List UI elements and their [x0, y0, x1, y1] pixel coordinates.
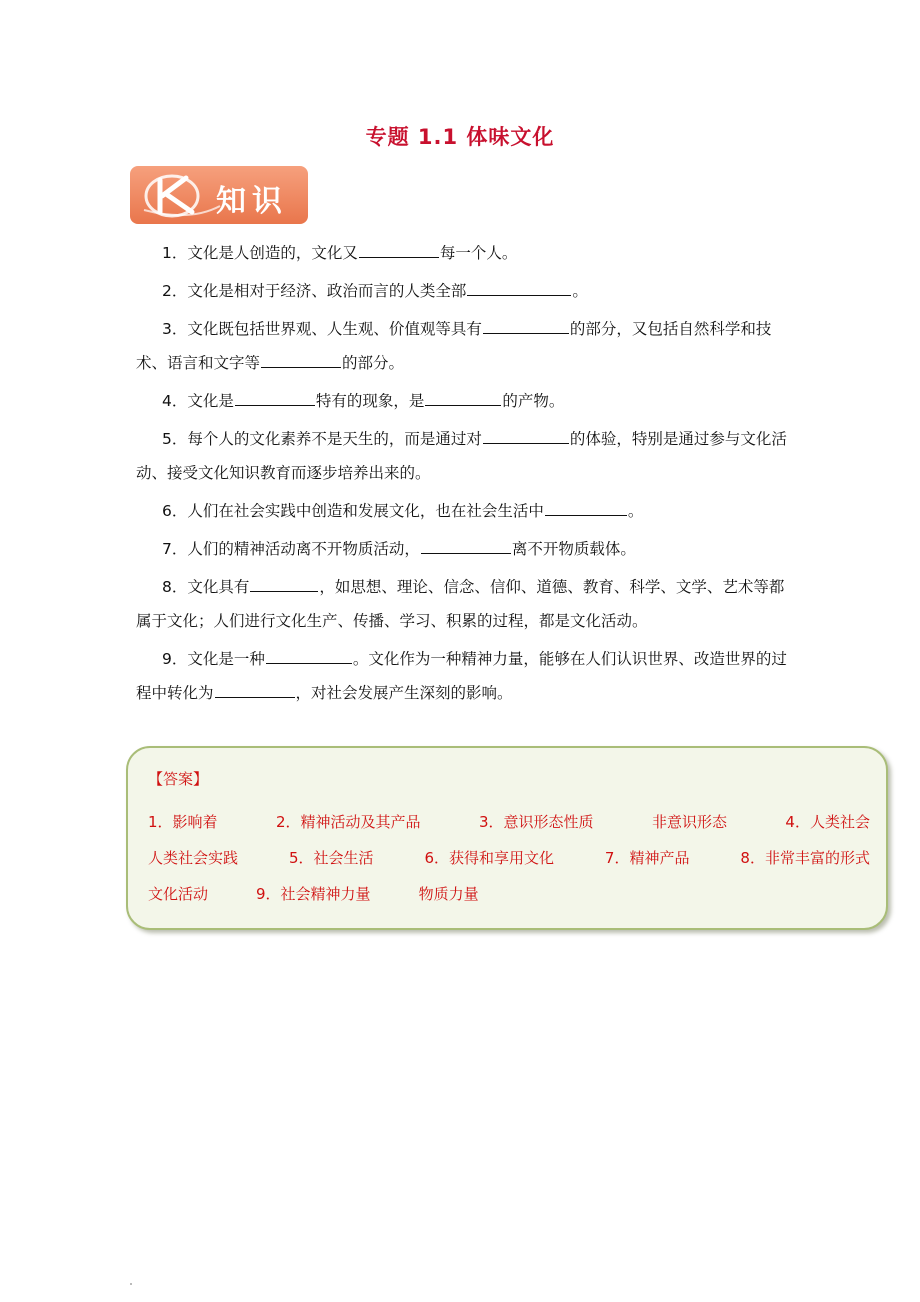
- answer-item: 9．社会精神力量: [256, 885, 371, 903]
- answer-panel: [126, 746, 888, 930]
- question-text: 3．文化既包括世界观、人生观、价值观等具有: [162, 320, 482, 338]
- answer-item: 人类社会实践: [148, 849, 239, 867]
- page-title: 专题 1.1 体味文化: [365, 125, 555, 149]
- answer-list: [148, 804, 870, 912]
- question-item: [136, 236, 796, 270]
- question-text: 7．人们的精神活动离不开物质活动，: [162, 540, 420, 558]
- question-text: 。: [572, 282, 588, 300]
- fill-in-blank: [483, 427, 569, 444]
- answer-item: 3．意识形态性质: [478, 813, 594, 831]
- fill-in-blank: [425, 389, 501, 406]
- question-text: 的部分，又包括自然科学和技术、语言和文字等: [136, 320, 772, 372]
- answer-heading: 【答案】: [148, 770, 209, 788]
- question-text: ，如思想、理论、信念、信仰、道德、教育、科学、文学、艺术等都属于文化；人们进行文化生产、传播、学习、积累的过程，都是文化活动。: [136, 578, 785, 630]
- fill-in-blank: [250, 575, 318, 592]
- fill-in-blank: [467, 279, 571, 296]
- question-item: [136, 312, 796, 380]
- answer-item: 4．人类社会: [785, 813, 870, 831]
- answer-item: 物质力量: [418, 885, 479, 903]
- page-mark: [130, 1283, 132, 1285]
- fill-in-blank: [421, 537, 511, 554]
- fill-in-blank: [261, 351, 341, 368]
- fill-in-blank: [235, 389, 315, 406]
- question-text: 8．文化具有: [162, 578, 250, 596]
- question-item: [136, 570, 796, 638]
- question-text: 6．人们在社会实践中创造和发展文化，也在社会生活中: [162, 502, 544, 520]
- question-text: 9．文化是一种: [162, 650, 265, 668]
- fill-in-blank: [215, 681, 295, 698]
- question-item: [136, 274, 796, 308]
- question-text: 4．文化是: [162, 392, 234, 410]
- question-text: 的体验，特别是通过参与文化活动、接受文化知识教育而逐步培养出来的。: [136, 430, 787, 482]
- question-item: [136, 422, 796, 490]
- fill-in-blank: [545, 499, 627, 516]
- answer-line: [148, 840, 870, 876]
- question-text: 。文化作为一种精神力量，能够在人们认识世界、改造世界的过程中转化为: [136, 650, 787, 702]
- question-text: 的部分。: [342, 354, 405, 372]
- answer-line: [148, 804, 870, 840]
- question-item: [136, 384, 796, 418]
- answer-item: 非意识形态: [651, 813, 727, 831]
- badge-label: 知识: [216, 184, 288, 219]
- answer-item: 8．非常丰富的形式: [740, 849, 870, 867]
- question-text: 1．文化是人创造的，文化又: [162, 244, 358, 262]
- question-text: 特有的现象，是: [315, 392, 425, 410]
- answer-line: [148, 876, 870, 912]
- question-text: 2．文化是相对于经济、政治而言的人类全部: [162, 282, 467, 300]
- fill-in-blank: [359, 241, 439, 258]
- answer-item: 文化活动: [148, 885, 209, 903]
- question-text: 5．每个人的文化素养不是天生的，而是通过对: [162, 430, 482, 448]
- fill-in-blank: [266, 647, 352, 664]
- question-text: 离不开物质载体。: [511, 540, 636, 558]
- answer-item: 1．影响着: [148, 813, 218, 831]
- answer-item: 2．精神活动及其产品: [275, 813, 421, 831]
- answer-item: 7．精神产品: [604, 849, 690, 867]
- question-text: 每一个人。: [439, 244, 518, 262]
- question-item: [136, 642, 796, 710]
- fill-in-blank: [483, 317, 569, 334]
- answer-item: 5．社会生活: [288, 849, 374, 867]
- question-text: ，对社会发展产生深刻的影响。: [295, 684, 513, 702]
- question-list: [136, 236, 796, 714]
- question-item: [136, 532, 796, 566]
- question-text: 。: [627, 502, 644, 520]
- answer-item: 6．获得和享用文化: [424, 849, 554, 867]
- knowledge-badge: [130, 166, 308, 224]
- question-text: 的产物。: [502, 392, 565, 410]
- question-item: [136, 494, 796, 528]
